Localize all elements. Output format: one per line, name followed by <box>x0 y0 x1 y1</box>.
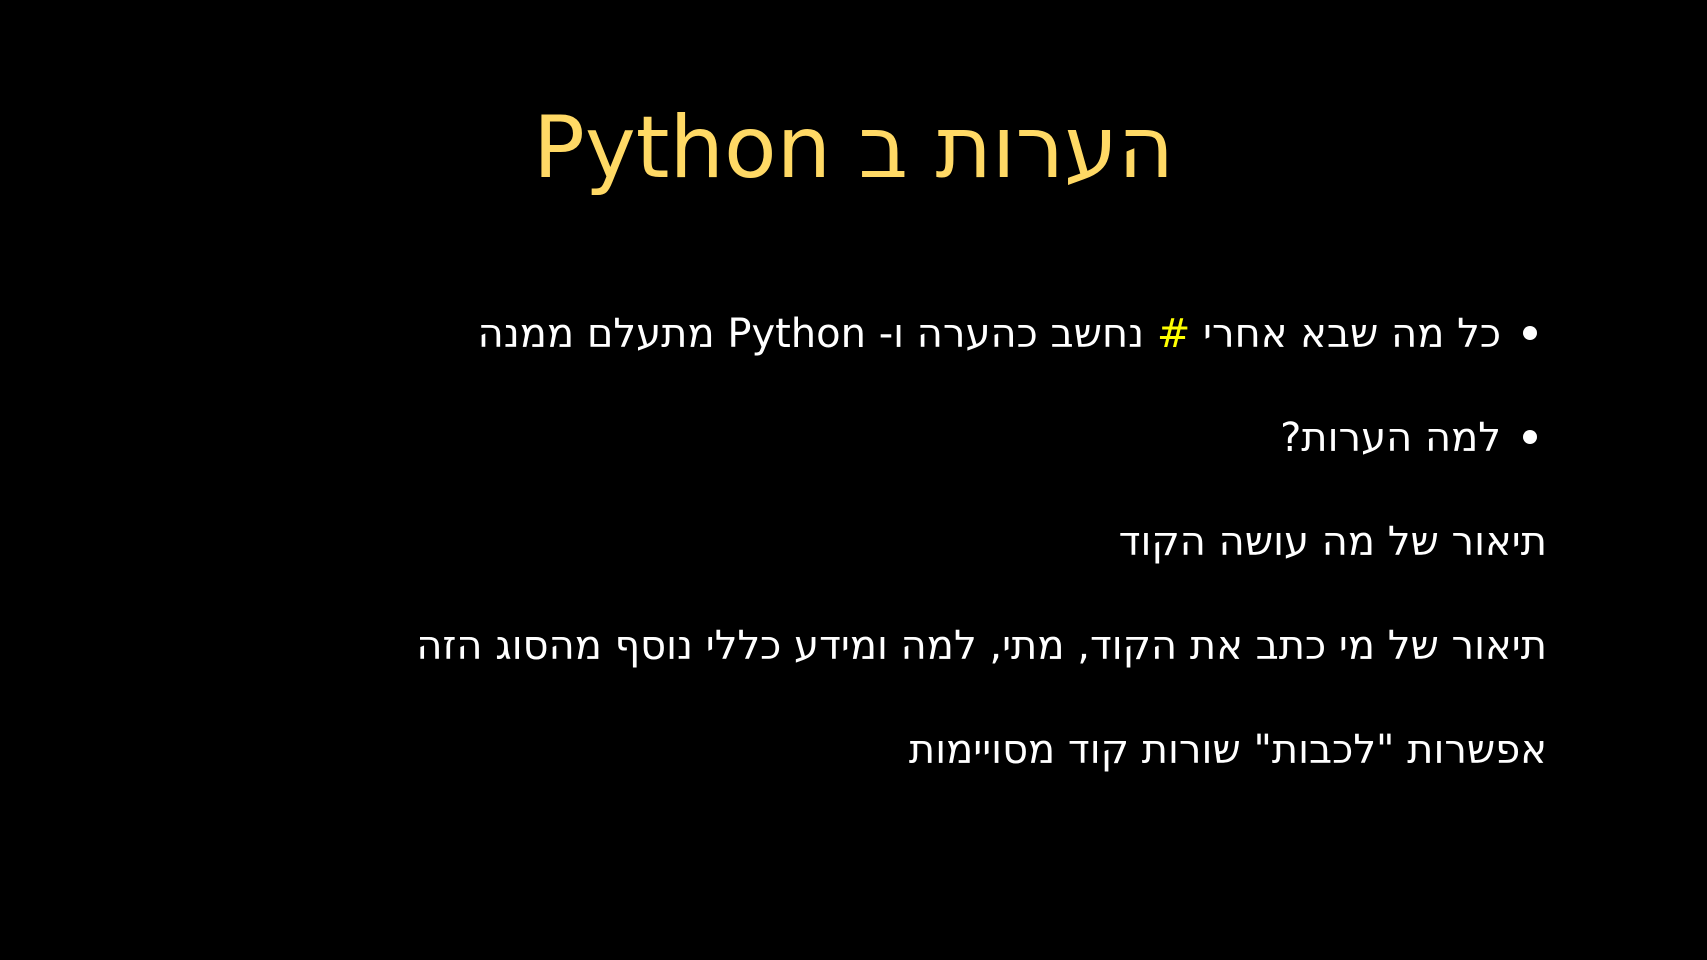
bullet-text-after-hash: נחשב כהערה ו- Python מתעלם ממנה <box>477 311 1157 357</box>
sub-item-author-description: תיאור של מי כתב את הקוד, מתי, למה ומידע כללי נוסף מהסוג הזה <box>416 623 1547 669</box>
bullet-dot-icon <box>1523 326 1537 340</box>
hash-symbol: # <box>1156 311 1191 357</box>
bullet-text-before-hash: כל מה שבא אחרי <box>1190 311 1501 357</box>
sub-item-code-description: תיאור של מה עושה הקוד <box>1118 519 1547 565</box>
slide-title: הערות ב Python <box>532 98 1175 198</box>
bullet-text: למה הערות? <box>1280 415 1501 461</box>
sub-item-disable-code: אפשרות "לכבות" שורות קוד מסויימות <box>908 727 1547 773</box>
bullet-item-why-comments <box>1280 410 1537 466</box>
bullet-dot-icon <box>1523 430 1537 444</box>
bullet-item-comment-syntax <box>478 306 1537 362</box>
